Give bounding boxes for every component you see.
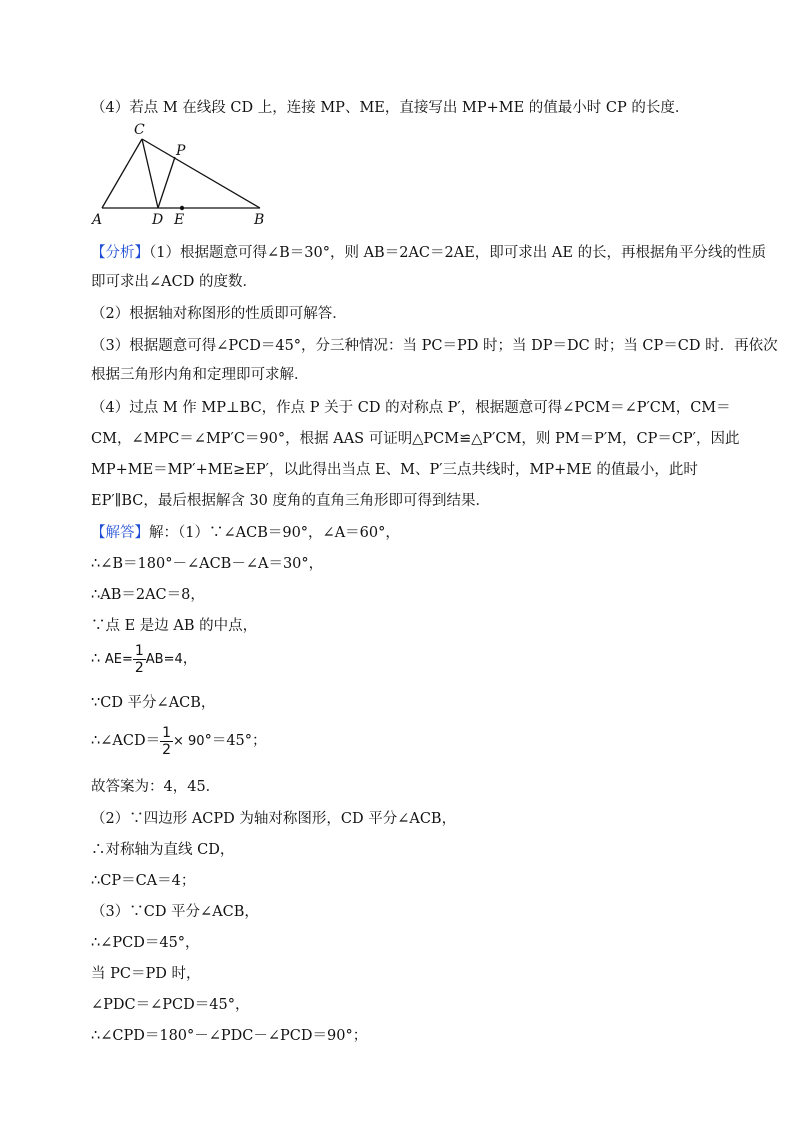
point-e-dot bbox=[180, 206, 184, 210]
fraction-half: $\frac{1}{2}$ bbox=[134, 642, 144, 676]
solution-line-15: ∠PDC＝∠PCD＝45°， bbox=[91, 997, 250, 1013]
analysis-line-5: 根据三角形内角和定理即可求解． bbox=[91, 367, 309, 383]
solution-line-2: ∴∠B＝180°－∠ACB－∠A＝30°， bbox=[91, 556, 324, 572]
label-d: D bbox=[152, 212, 164, 228]
fraction-half-2: $\frac{1}{2}$ bbox=[162, 724, 171, 758]
ae-lhs: AE= bbox=[104, 652, 133, 667]
solution-line-7: ∴∠ACD＝ $\frac{1}{2}$ × 90°＝45°； bbox=[91, 724, 267, 758]
solution-line-16: ∴∠CPD＝180°－∠PDC－∠PCD＝90°； bbox=[91, 1028, 368, 1044]
analysis-line-3: （2）根据轴对称图形的性质即可解答． bbox=[91, 306, 347, 322]
label-e: E bbox=[174, 212, 185, 228]
analysis-line-8: MP+ME＝MP′+ME≥EP′，以此得出当点 E、M、P′三点共线时，MP+ME 的值最小，此时 bbox=[91, 462, 698, 478]
solution-line-5: ∴ AE= $\frac{1}{2}$ AB=4， bbox=[91, 642, 198, 676]
solution-line-13: ∴∠PCD＝45°， bbox=[91, 935, 200, 951]
analysis-tag: 【分析】 bbox=[91, 245, 149, 261]
segment-cb bbox=[142, 139, 260, 208]
solution-line-14: 当 PC＝PD 时， bbox=[91, 966, 201, 982]
analysis-line-2: 即可求出∠ACD 的度数． bbox=[91, 274, 257, 290]
solution-line-10: ∴对称轴为直线 CD， bbox=[91, 842, 235, 858]
triangle-figure bbox=[88, 120, 288, 228]
solution-line-12: （3）∵CD 平分∠ACB， bbox=[91, 904, 259, 920]
solution-line-1: 【解答】解：（1）∵∠ACB＝90°，∠A＝60°， bbox=[91, 525, 400, 541]
label-b: B bbox=[254, 212, 265, 228]
analysis-line-6: （4）过点 M 作 MP⊥BC，作点 P 关于 CD 的对称点 P′，根据题意可得∠PCM＝∠P′CM，CM＝ bbox=[91, 400, 731, 416]
solution-line-11: ∴CP＝CA＝4； bbox=[91, 873, 196, 889]
solution-line-6: ∵CD 平分∠ACB， bbox=[91, 695, 216, 711]
segment-dp bbox=[158, 157, 175, 208]
solution-line-8: 故答案为：4，45． bbox=[91, 779, 221, 795]
solution-tag: 【解答】 bbox=[91, 525, 149, 541]
analysis-line-1: 【分析】（1）根据题意可得∠B＝30°，则 AB＝2AC＝2AE，即可求出 AE 的长，再根据角平分线的性质 bbox=[91, 245, 767, 261]
label-a: A bbox=[92, 212, 103, 228]
solution-line-9: （2）∵四边形 ACPD 为轴对称图形，CD 平分∠ACB， bbox=[91, 811, 457, 827]
solution-line-3: ∴AB＝2AC＝8， bbox=[91, 587, 205, 603]
solution-line-4: ∵点 E 是边 AB 的中点， bbox=[91, 618, 258, 634]
analysis-line-7: CM，∠MPC＝∠MP′C＝90°，根据 AAS 可证明△PCM≌△P′CM，则 PM＝P′M，CP＝CP′，因此 bbox=[91, 431, 740, 447]
segment-cd bbox=[142, 139, 158, 208]
analysis-line-4: （3）根据题意可得∠PCD＝45°，分三种情况：当 PC＝PD 时；当 DP＝DC 时；当 CP＝CD 时．再依次 bbox=[91, 338, 778, 354]
label-c: C bbox=[134, 122, 145, 138]
question-4-text: （4）若点 M 在线段 CD 上，连接 MP、ME，直接写出 MP+ME 的值最小时 CP 的长度． bbox=[91, 100, 690, 116]
analysis-line-9: EP′∥BC，最后根据解含 30 度角的直角三角形即可得到结果． bbox=[91, 493, 491, 509]
segment-ac bbox=[102, 139, 142, 208]
label-p: P bbox=[176, 143, 186, 159]
